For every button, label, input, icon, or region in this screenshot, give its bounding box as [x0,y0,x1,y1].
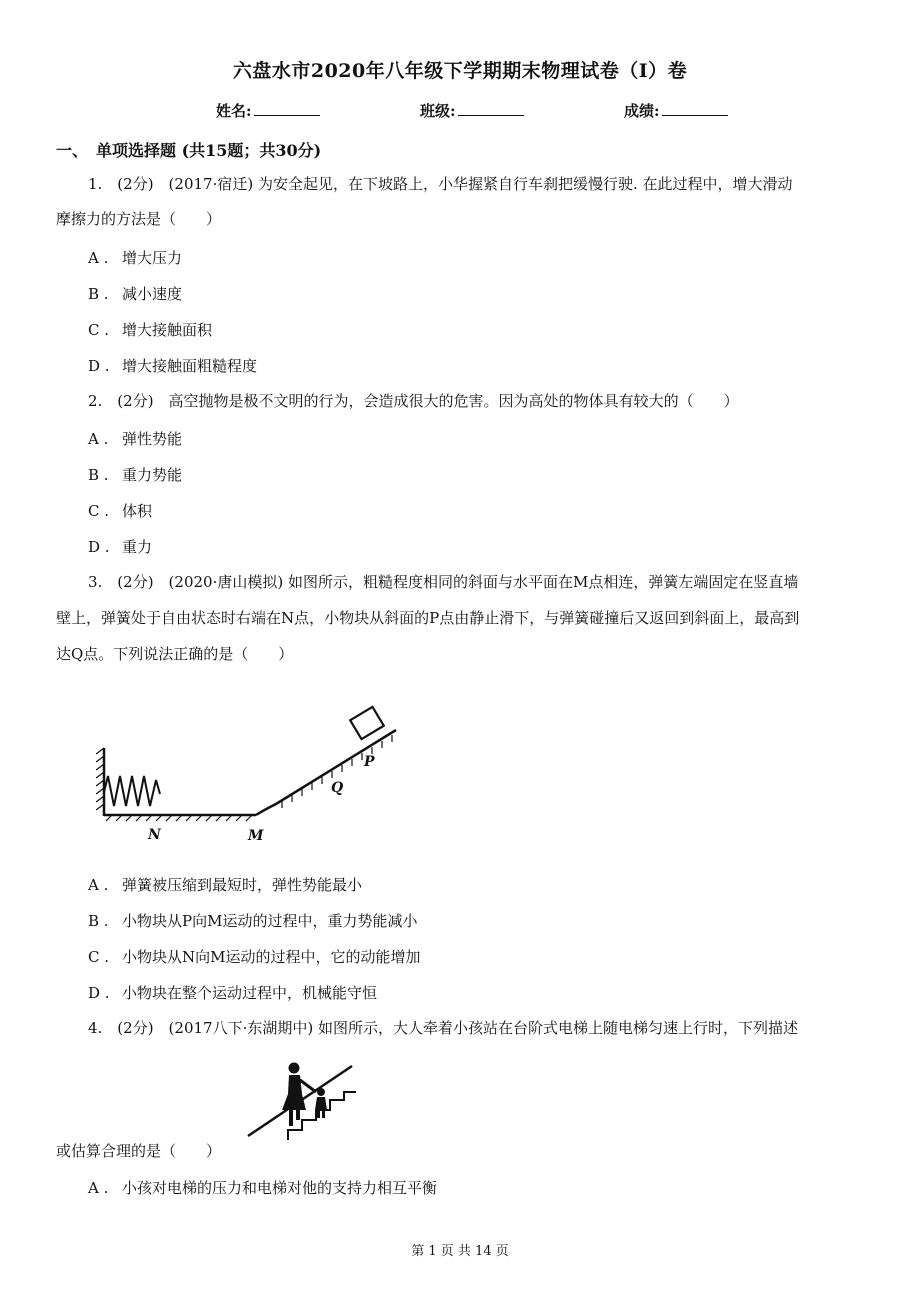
question-3-option-a: A . 弹簧被压缩到最短时，弹性势能最小 [88,876,363,894]
name-blank [254,101,320,116]
question-4-line-2: 或估算合理的是（ ） [56,1142,222,1160]
label-q: Q [331,780,344,796]
class-field [420,100,524,121]
question-3-option-b: B . 小物块从P向M运动的过程中，重力势能减小 [88,912,418,930]
question-3-option-c: C . 小物块从N向M运动的过程中，它的动能增加 [88,948,421,966]
page-title: 六盘水市2020年八年级下学期期末物理试卷（I）卷 [232,60,688,82]
score-blank [662,101,728,116]
question-4-line-1: 4. (2分) (2017八下·东湖期中) 如图所示，大人牵着小孩站在台阶式电梯上随电梯匀速上行时，下列描述 [88,1019,798,1037]
page-footer: 第 1 页 共 14 页 [411,1244,509,1259]
spring [104,776,160,806]
question-2-option-c: C . 体积 [88,502,153,520]
block [350,707,384,739]
question-3-line-3: 达Q点。下列说法正确的是（ ） [56,645,294,663]
question-1-option-d: D . 增大接触面粗糙程度 [88,357,258,375]
label-m: M [248,828,264,844]
class-label: 班级: [420,102,456,120]
question-1-option-b: B . 减小速度 [88,285,183,303]
score-label: 成绩: [624,102,660,120]
label-n: N [148,827,161,843]
question-1-option-c: C . 增大接触面积 [88,321,213,339]
question-2-line-1: 2. (2分) 高空抛物是极不文明的行为，会造成很大的危害。因为高处的物体具有较大的（ ） [88,392,739,410]
incline-spring-figure [96,700,416,850]
class-blank [458,101,524,116]
question-1-line-2: 摩擦力的方法是（ ） [56,210,222,228]
question-1-option-a: A . 增大压力 [88,249,183,267]
name-label: 姓名: [216,102,252,120]
question-4-option-a: A . 小孩对电梯的压力和电梯对他的支持力相互平衡 [88,1179,438,1197]
label-p: P [364,754,375,770]
question-2-option-d: D . 重力 [88,538,153,556]
question-3-option-d: D . 小物块在整个运动过程中，机械能守恒 [88,984,378,1002]
question-3-line-1: 3. (2分) (2020·唐山模拟) 如图所示，粗糙程度相同的斜面与水平面在M点相连，弹簧左端固定在竖直墙 [88,573,799,591]
question-3-line-2: 壁上，弹簧处于自由状态时右端在N点，小物块从斜面的P点由静止滑下，与弹簧碰撞后又返回到斜面上，最高到 [56,609,800,627]
score-field [624,100,728,121]
question-2-option-a: A . 弹性势能 [88,430,183,448]
escalator-figure [244,1058,360,1140]
question-1-line-1: 1. (2分) (2017·宿迁) 为安全起见，在下坡路上，小华握紧自行车刹把缓慢行驶. 在此过程中，增大滑动 [88,175,793,193]
name-field [216,100,320,121]
question-2-option-b: B . 重力势能 [88,466,183,484]
section-heading: 一、 单项选择题 (共15题；共30分) [56,141,322,160]
